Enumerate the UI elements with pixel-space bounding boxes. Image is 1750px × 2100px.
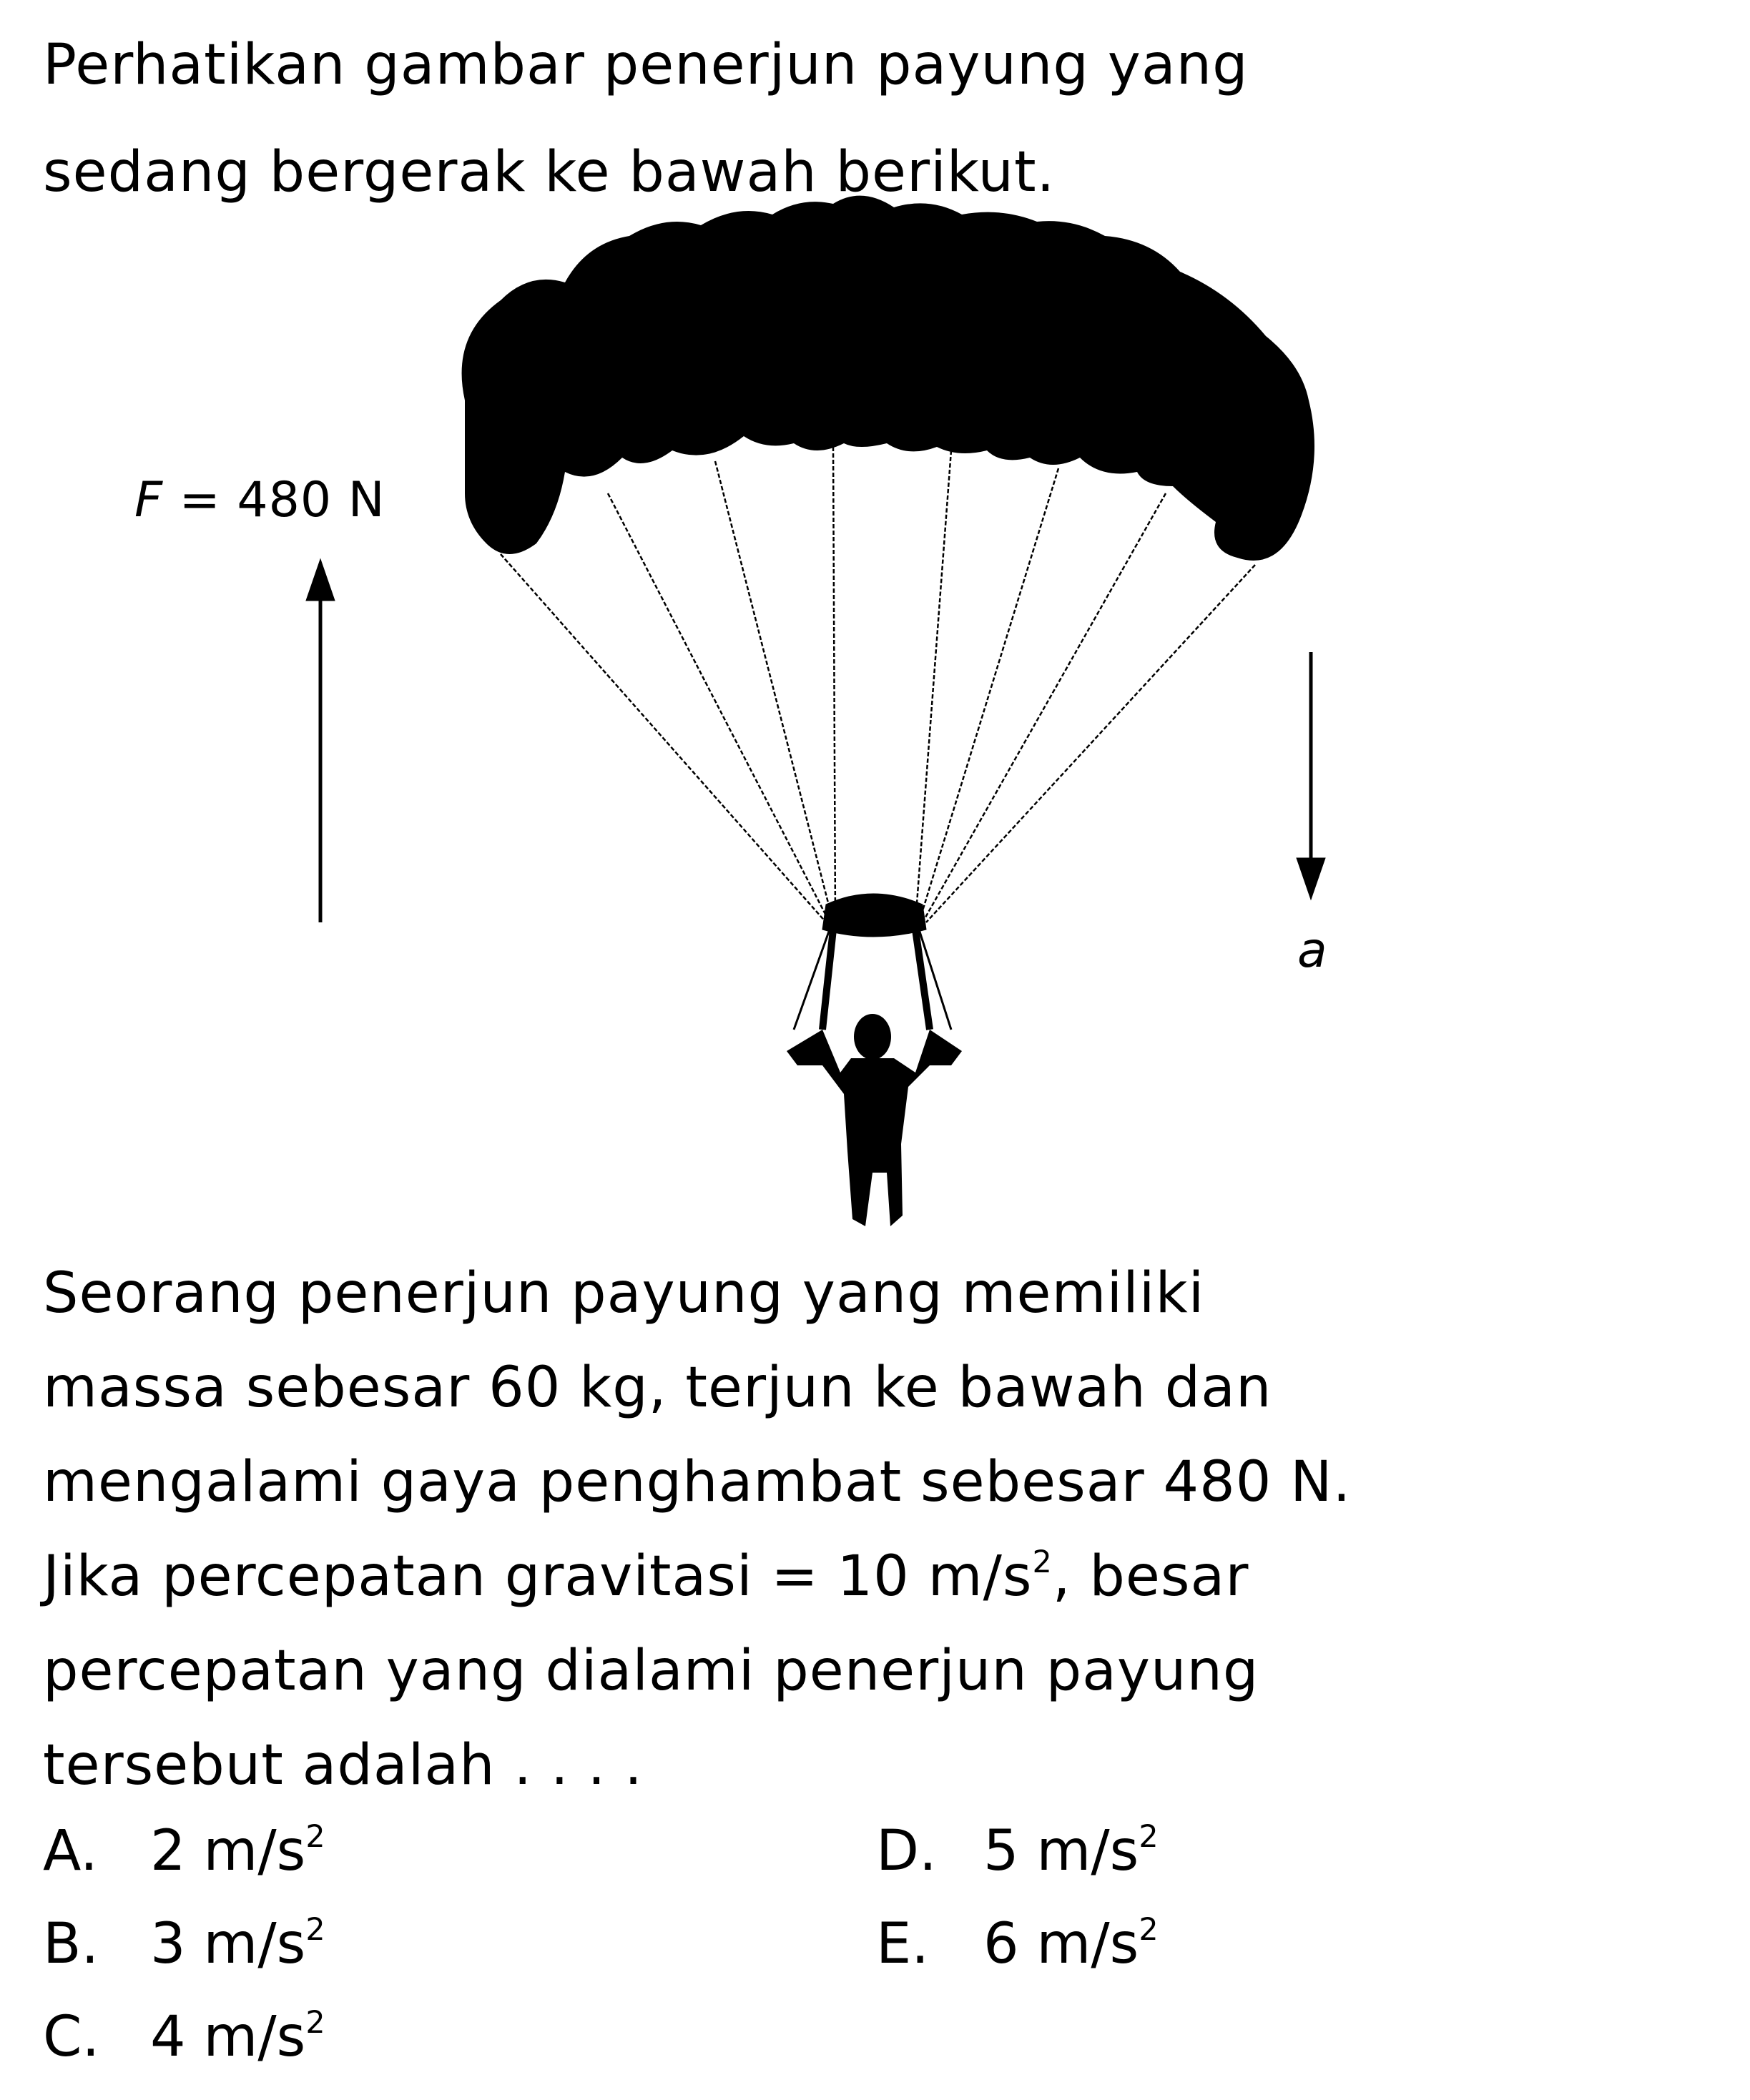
question-line-4-exponent: 2 [1032,1544,1053,1580]
question-line-4-start: Jika percepatan gravitasi = 10 m/s [43,1544,1033,1609]
option-exponent: 2 [305,1818,325,1855]
option-value: 3 m/s [150,1912,306,1976]
parachute-canopy [462,196,1314,561]
question-line-4 [43,1544,1249,1609]
force-symbol: F [134,472,164,528]
option-b[interactable] [43,1911,325,1976]
option-a[interactable] [43,1818,325,1883]
force-value: = 480 N [179,472,385,528]
option-letter: B. [43,1912,99,1976]
option-value: 2 m/s [150,1819,306,1883]
option-exponent: 2 [305,1911,325,1948]
force-arrow [306,559,335,922]
option-letter: C. [43,2005,100,2069]
option-exponent: 2 [1139,1911,1159,1948]
question-line-5: percepatan yang dialami penerjun payung [43,1639,1259,1703]
question-line-6: tersebut adalah . . . . [43,1733,643,1798]
question-line-2: massa sebesar 60 kg, terjun ke bawah dan [43,1356,1272,1420]
intro-line-1: Perhatikan gambar penerjun payung yang [43,33,1249,97]
suspension-lines [501,447,1255,922]
acceleration-arrow [1297,652,1325,899]
option-c[interactable] [43,2004,325,2069]
intro-line-2: sedang bergerak ke bawah berikut. [43,140,1056,204]
question-line-4-end: , besar [1052,1544,1249,1609]
question-line-1: Seorang penerjun payung yang memiliki [43,1261,1205,1326]
option-e[interactable] [876,1911,1159,1976]
question-line-3: mengalami gaya penghambat sebesar 480 N. [43,1450,1352,1514]
option-letter: A. [43,1819,98,1883]
option-letter: D. [876,1819,937,1883]
option-d[interactable] [876,1818,1159,1883]
option-value: 6 m/s [983,1912,1139,1976]
option-exponent: 2 [305,2004,325,2041]
parachutist-silhouette [787,1014,962,1226]
option-exponent: 2 [1139,1818,1159,1855]
acceleration-label: a [1297,922,1328,979]
option-value: 4 m/s [150,2005,306,2069]
option-letter: E. [876,1912,930,1976]
option-value: 5 m/s [983,1819,1139,1883]
force-label [134,472,385,528]
